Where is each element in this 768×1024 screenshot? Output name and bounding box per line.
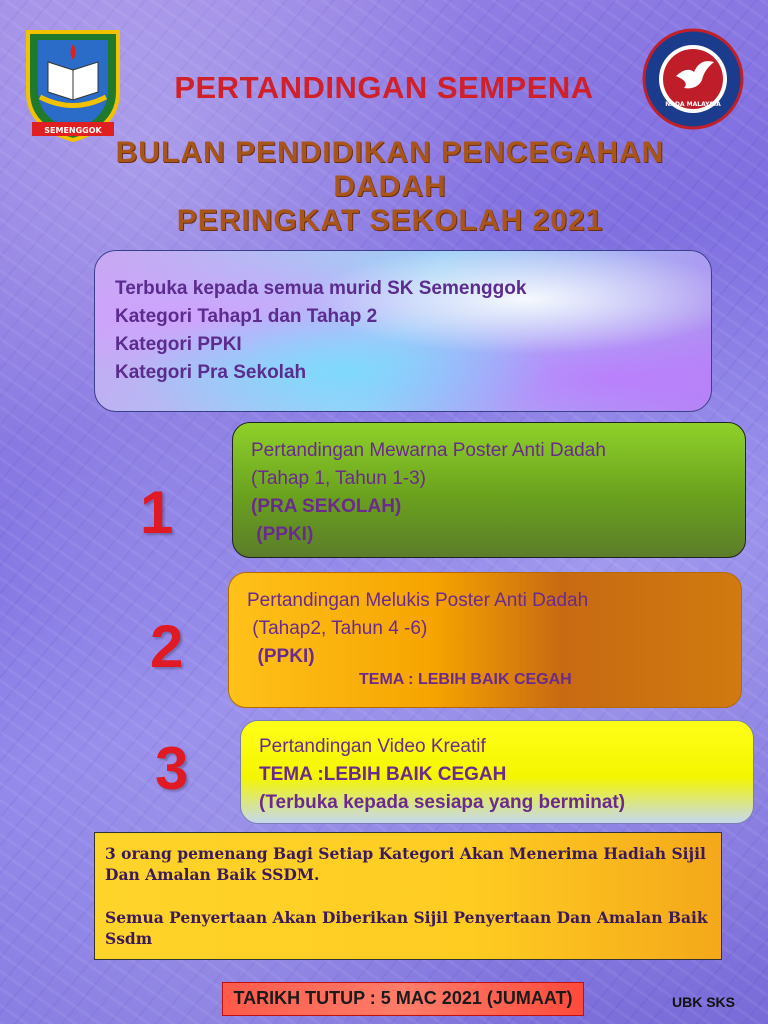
title-line-1: PERTANDINGAN SEMPENA: [174, 70, 594, 105]
competition-title: Pertandingan Melukis Poster Anti Dadah: [247, 590, 589, 611]
competition-detail: (PPKI): [247, 646, 315, 667]
eligibility-line: Kategori PPKI: [115, 334, 242, 355]
competition-lines: [247, 587, 588, 671]
aadk-bottom-text: NADA MALAYSIA: [665, 101, 721, 108]
title-line-2: BULAN PENDIDIKAN PENCEGAHAN: [115, 136, 665, 169]
competition-detail: (PPKI): [251, 524, 314, 545]
competition-lines: [251, 437, 606, 549]
competition-lines: [259, 733, 625, 817]
title-main: [60, 136, 720, 238]
competition-detail: (PRA SEKOLAH): [251, 496, 402, 517]
prize-info-box: [94, 832, 722, 960]
prize-paragraph-participation: Semua Penyertaan Akan Diberikan Sijil Penyertaan Dan Amalan Baik Ssdm: [105, 908, 708, 948]
footer-credit: UBK SKS: [672, 994, 736, 1010]
competition-number-3: 3: [155, 735, 189, 802]
competition-detail: (Terbuka kepada sesiapa yang berminat): [259, 792, 626, 813]
eligibility-line: Terbuka kepada semua murid SK Semenggok: [115, 278, 527, 299]
competition-detail: (Tahap 1, Tahun 1-3): [251, 468, 426, 489]
school-banner-text: SEMENGGOK: [44, 126, 102, 135]
competition-theme: TEMA : LEBIH BAIK CEGAH: [359, 671, 572, 688]
closing-date-banner: TARIKH TUTUP : 5 MAC 2021 (JUMAAT): [222, 982, 584, 1016]
eligibility-line: Kategori Pra Sekolah: [115, 362, 307, 383]
title-line-4: PERINGKAT SEKOLAH 2021: [176, 204, 604, 237]
competition-title: Pertandingan Mewarna Poster Anti Dadah: [251, 440, 606, 461]
competition-box-colouring: [232, 422, 746, 558]
eligibility-lines: [115, 275, 526, 387]
competition-box-video: [240, 720, 754, 824]
competition-number-1: 1: [140, 479, 174, 546]
prize-paragraph-winners: 3 orang pemenang Bagi Setiap Kategori Akan Menerima Hadiah Sijil Dan Amalan Baik SSDM.: [105, 844, 706, 884]
competition-title: Pertandingan Video Kreatif: [259, 736, 486, 757]
eligibility-box: [94, 250, 712, 412]
competition-detail: (Tahap2, Tahun 4 -6): [247, 618, 428, 639]
competition-number-2: 2: [150, 613, 184, 680]
competition-box-drawing: [228, 572, 742, 708]
title-line-3: DADAH: [333, 170, 447, 203]
eligibility-line: Kategori Tahap1 dan Tahap 2: [115, 306, 378, 327]
competition-theme: TEMA :LEBIH BAIK CEGAH: [259, 764, 507, 785]
